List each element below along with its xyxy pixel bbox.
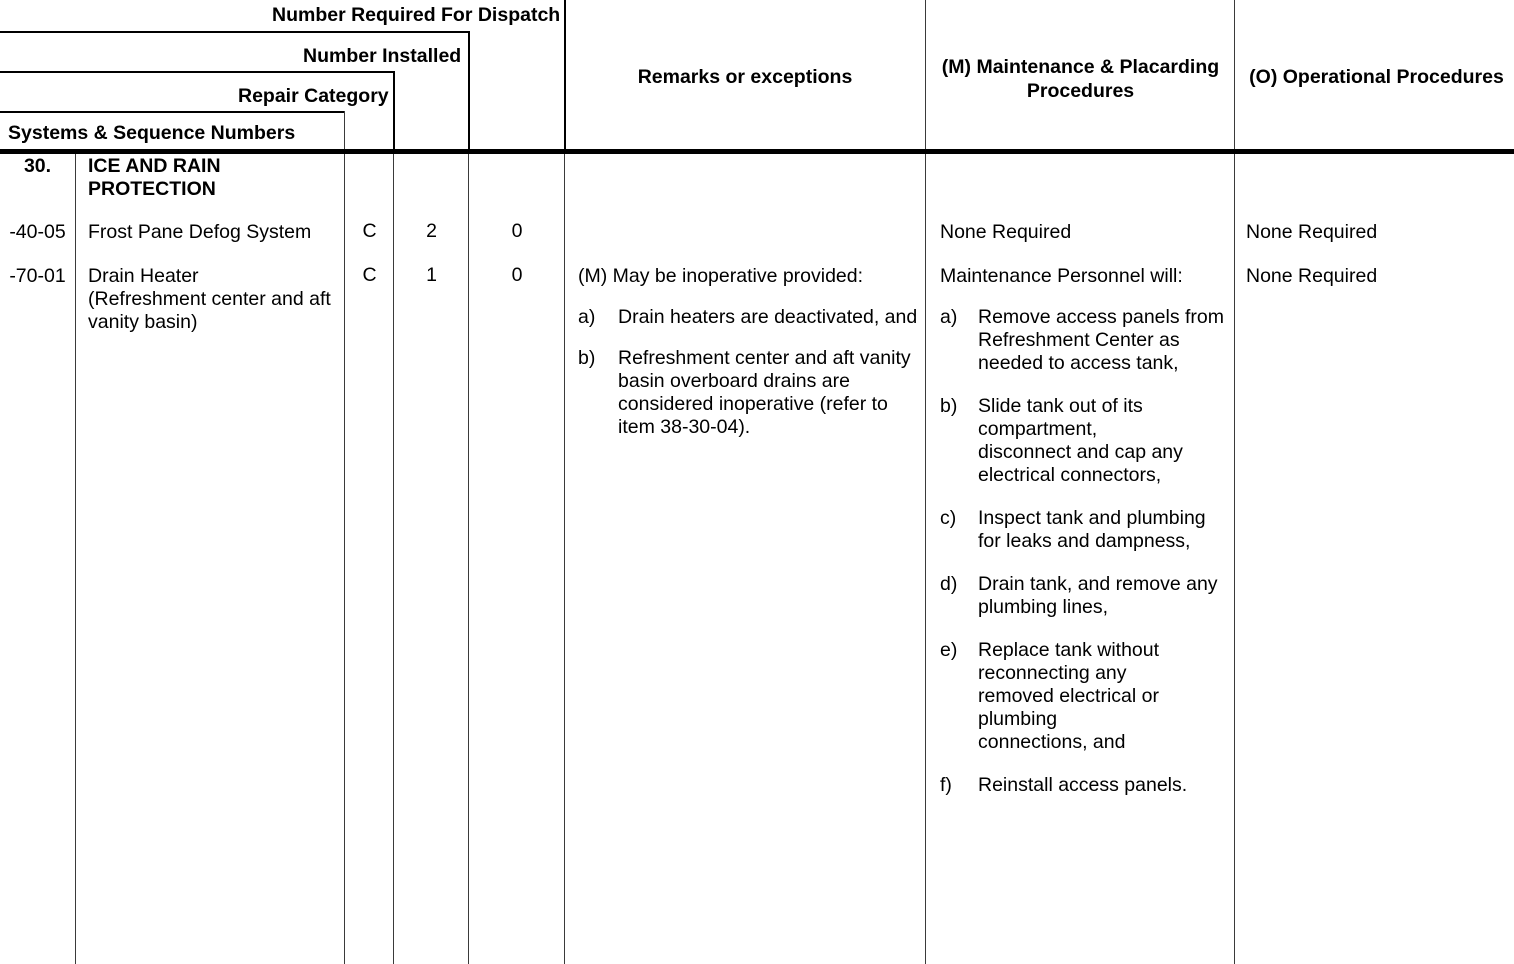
- maintenance-item-text: Slide tank out of its compartment, disconnect and cap any electrical connectors,: [978, 395, 1183, 486]
- row-frost-pane-sequence: -40-05: [9, 221, 66, 243]
- body-divider-sequence: [75, 154, 76, 964]
- row-drain-heater-sequence: -70-01: [9, 265, 66, 287]
- maintenance-item-marker: a): [940, 306, 958, 328]
- header-divider-operational: [1234, 0, 1235, 152]
- body-divider-number-installed: [393, 154, 394, 964]
- remarks-item-text: Drain heaters are deactivated, and: [618, 306, 918, 328]
- row-drain-heater-repair-category: C: [362, 264, 377, 286]
- body-divider-remarks: [564, 154, 565, 964]
- body-divider-number-required: [468, 154, 469, 964]
- row-drain-heater-remarks: [578, 265, 923, 439]
- row-drain-heater-item-line3: vanity basin): [88, 311, 198, 333]
- remarks-item: [578, 306, 923, 329]
- header-operational-procedures: (O) Operational Procedures: [1249, 66, 1504, 88]
- maintenance-item-text: Reinstall access panels.: [978, 774, 1188, 796]
- maintenance-item: [940, 639, 1163, 754]
- header-number-installed: Number Installed: [303, 45, 462, 67]
- row-frost-pane-repair-category: C: [362, 220, 377, 242]
- maintenance-item-marker: d): [940, 573, 958, 595]
- maintenance-item: [940, 395, 1183, 487]
- maintenance-item-text: Inspect tank and plumbing for leaks and dampness,: [978, 507, 1206, 552]
- maintenance-item-marker: c): [940, 507, 957, 529]
- maintenance-item-marker: e): [940, 639, 958, 661]
- remarks-item-text: Refreshment center and aft vanity basin overboard drains are considered inoperative (refer to item 38-30-04).: [618, 347, 911, 438]
- header-step-riser-3: [393, 71, 395, 152]
- row-chapter-sequence: 30.: [23, 155, 52, 177]
- row-drain-heater-number-installed: 1: [426, 264, 437, 286]
- maintenance-item-text: Replace tank without reconnecting any removed electrical or plumbing connections, and: [978, 639, 1160, 753]
- maintenance-item-text: Drain tank, and remove any plumbing lines,: [978, 573, 1218, 618]
- body-divider-repair-category: [344, 154, 345, 964]
- remarks-item-marker: a): [578, 306, 596, 328]
- header-step-rule-2: [0, 71, 395, 73]
- row-drain-heater-item-line2: (Refreshment center and aft: [88, 288, 331, 310]
- body-divider-maintenance: [925, 154, 926, 964]
- maintenance-item: [940, 507, 1233, 553]
- maintenance-item: [940, 306, 1225, 375]
- row-frost-pane-operational: None Required: [1246, 221, 1378, 243]
- header-step-rule-1: [0, 31, 470, 33]
- maintenance-intro: Maintenance Personnel will:: [940, 265, 1183, 287]
- remarks-item: [578, 347, 923, 439]
- row-frost-pane-item: Frost Pane Defog System: [88, 221, 312, 243]
- row-drain-heater-operational: None Required: [1246, 265, 1378, 287]
- header-body-separator: [0, 149, 1514, 154]
- header-number-required-for-dispatch: Number Required For Dispatch: [272, 4, 561, 26]
- maintenance-item-marker: b): [940, 395, 958, 417]
- maintenance-item-text: Remove access panels from Refreshment Center as needed to access tank,: [978, 306, 1225, 374]
- header-step-riser-4: [344, 111, 345, 152]
- row-drain-heater-item-line1: Drain Heater: [88, 265, 199, 287]
- header-step-rule-3: [0, 111, 345, 113]
- body-divider-operational: [1234, 154, 1235, 964]
- remarks-intro: (M) May be inoperative provided:: [578, 265, 864, 287]
- row-frost-pane-number-installed: 2: [426, 220, 437, 242]
- row-drain-heater-number-required: 0: [511, 264, 523, 286]
- maintenance-item: [940, 573, 1225, 619]
- maintenance-item-marker: f): [940, 774, 952, 796]
- row-chapter-title: ICE AND RAIN PROTECTION: [88, 155, 221, 200]
- header-divider-maintenance: [925, 0, 926, 152]
- header-systems-sequence-numbers: Systems & Sequence Numbers: [8, 122, 296, 144]
- row-frost-pane-maintenance: None Required: [940, 221, 1072, 243]
- header-maintenance-placarding-procedures: (M) Maintenance & Placarding Procedures: [941, 56, 1220, 102]
- maintenance-item: [940, 774, 1225, 797]
- header-repair-category: Repair Category: [238, 85, 389, 107]
- remarks-item-marker: b): [578, 347, 596, 369]
- header-step-riser-2: [468, 31, 470, 152]
- row-drain-heater-maintenance: [940, 265, 1225, 797]
- header-remarks-or-exceptions: Remarks or exceptions: [637, 66, 853, 88]
- row-frost-pane-number-required: 0: [511, 220, 523, 242]
- header-step-riser-1: [564, 0, 566, 152]
